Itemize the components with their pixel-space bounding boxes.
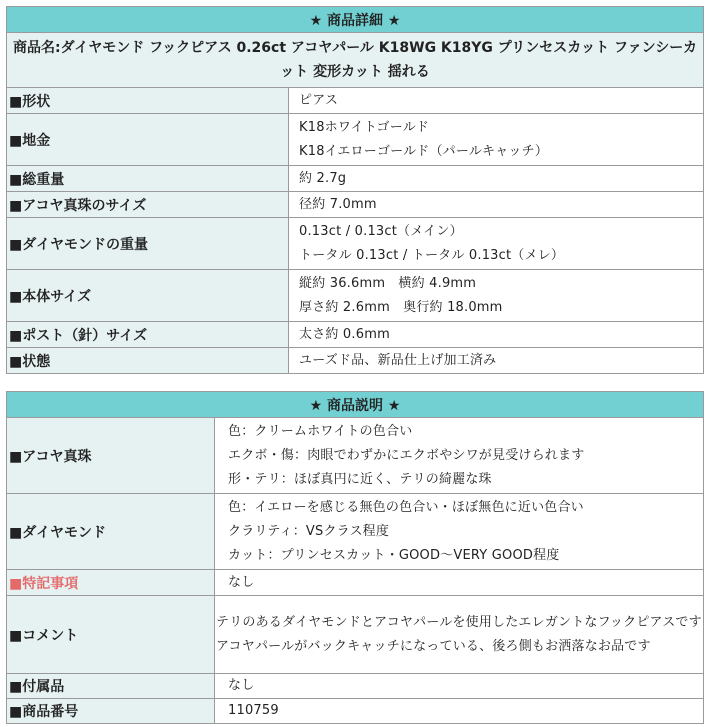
- detail-value-line: トータル 0.13ct / トータル 0.13ct（メレ）: [299, 247, 565, 263]
- description-row: [7, 418, 704, 494]
- description-row: [7, 699, 704, 724]
- details-header-row: [7, 7, 704, 33]
- description-value-line: 色：イエローを感じる無色の色合い・ほぼ無色に近い色合い: [228, 499, 584, 515]
- details-header: ★ 商品詳細 ★: [7, 7, 704, 33]
- description-table: [6, 391, 704, 724]
- detail-label: ■本体サイズ: [7, 270, 289, 322]
- description-row: [7, 570, 704, 596]
- detail-value-line: 0.13ct / 0.13ct（メイン）: [299, 223, 463, 239]
- detail-value-line: 約 2.7g: [299, 170, 347, 186]
- description-value-line: 形・テリ：ほぼ真円に近く、テリの綺麗な珠: [228, 471, 492, 487]
- detail-value: [289, 192, 704, 218]
- detail-row: [7, 88, 704, 114]
- description-value-line: アコヤパールがバックキャッチになっている、後ろ側もお洒落なお品です: [216, 638, 651, 654]
- description-row: [7, 674, 704, 699]
- detail-row: [7, 114, 704, 166]
- detail-value-line: ピアス: [299, 92, 339, 108]
- description-header-row: [7, 392, 704, 418]
- description-value: [215, 596, 704, 674]
- description-value: [215, 570, 704, 596]
- detail-label: ■地金: [7, 114, 289, 166]
- description-value-line: なし: [228, 678, 255, 693]
- description-value: [215, 699, 704, 724]
- detail-value-line: 厚さ約 2.6mm 奥行約 18.0mm: [299, 299, 503, 315]
- description-value-line: テリのあるダイヤモンドとアコヤパールを使用したエレガントなフックピアスです: [216, 614, 702, 630]
- detail-value-line: 太さ約 0.6mm: [299, 326, 390, 342]
- detail-row: [7, 218, 704, 270]
- description-label: ■商品番号: [7, 699, 215, 724]
- description-label: ■アコヤ真珠: [7, 418, 215, 494]
- description-value-line: なし: [228, 574, 255, 590]
- detail-label: ■アコヤ真珠のサイズ: [7, 192, 289, 218]
- description-row: [7, 494, 704, 570]
- description-value: [215, 674, 704, 699]
- description-value-line: エクボ・傷：肉眼でわずかにエクボやシワが見受けられます: [228, 447, 585, 463]
- detail-row: [7, 322, 704, 348]
- detail-value-line: 縦約 36.6mm 横約 4.9mm: [299, 275, 477, 291]
- detail-row: [7, 192, 704, 218]
- description-header: ★ 商品説明 ★: [7, 392, 704, 418]
- detail-value: [289, 114, 704, 166]
- description-value-line: クラリティ：VSクラス程度: [228, 523, 390, 539]
- product-name-row: [7, 33, 704, 88]
- description-value: [215, 418, 704, 494]
- detail-label: ■状態: [7, 348, 289, 374]
- detail-value: [289, 348, 704, 374]
- detail-value-line: K18ホワイトゴールド: [299, 119, 430, 135]
- detail-row: [7, 348, 704, 374]
- detail-value-line: ユーズド品、新品仕上げ加工済み: [299, 352, 497, 368]
- detail-row: [7, 166, 704, 192]
- detail-value-line: K18イエローゴールド（パールキャッチ）: [299, 143, 549, 159]
- description-label: ■付属品: [7, 674, 215, 699]
- description-value-line: 110759: [228, 703, 279, 718]
- description-row: [7, 596, 704, 674]
- description-value-line: カット：プリンセスカット・GOOD～VERY GOOD程度: [228, 547, 560, 563]
- detail-value: [289, 322, 704, 348]
- description-value-line: 色：クリームホワイトの色合い: [228, 423, 413, 439]
- detail-label: ■総重量: [7, 166, 289, 192]
- details-table: [6, 6, 704, 374]
- description-value: [215, 494, 704, 570]
- product-name: 商品名:ダイヤモンド フックピアス 0.26ct アコヤパール K18WG K18YG プリンセスカット ファンシーカット 変形カット 揺れる: [7, 33, 704, 88]
- detail-value: [289, 88, 704, 114]
- detail-value: [289, 218, 704, 270]
- detail-label: ■ダイヤモンドの重量: [7, 218, 289, 270]
- detail-value: [289, 270, 704, 322]
- detail-label: ■ポスト（針）サイズ: [7, 322, 289, 348]
- description-label: ■コメント: [7, 596, 215, 674]
- description-label: ■ダイヤモンド: [7, 494, 215, 570]
- description-label-special-notes: ■特記事項: [7, 570, 215, 596]
- detail-value: [289, 166, 704, 192]
- detail-label: ■形状: [7, 88, 289, 114]
- detail-row: [7, 270, 704, 322]
- detail-value-line: 径約 7.0mm: [299, 196, 377, 212]
